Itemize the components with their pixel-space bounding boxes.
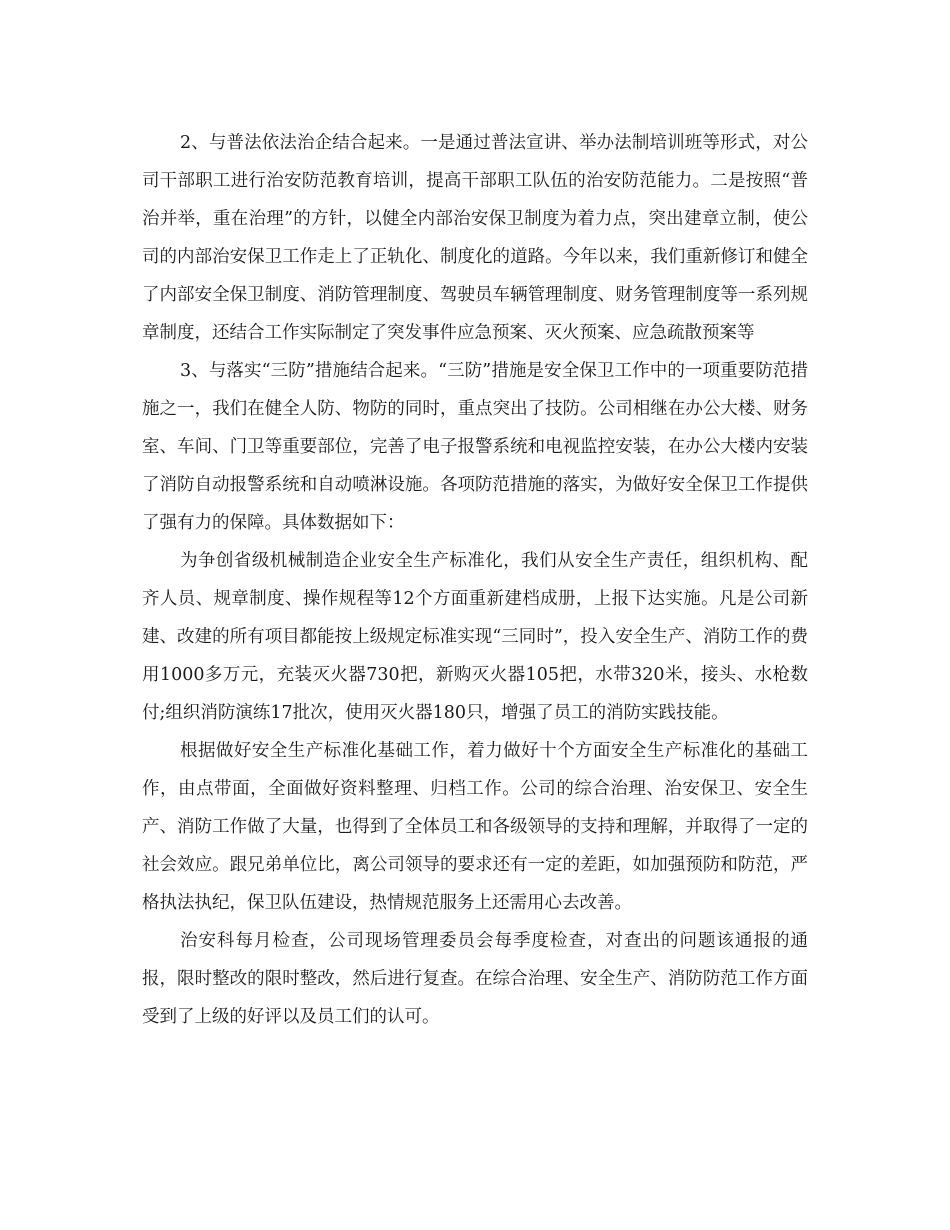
- paragraph-standardization-data: 为争创省级机械制造企业安全生产标准化，我们从安全生产责任，组织机构、配齐人员、规章制度、操作规程等12个方面重新建档成册，上报下达实施。凡是公司新建、改建的所有项目都能按上级规定标准实现“三同时”，投入安全生产、消防工作的费用1000多万元，充装灭火器730把，新购灭火器105把，水带320米，接头、水枪数付;组织消防演练17批次，使用灭火器180只，增强了员工的消防实践技能。: [142, 551, 808, 723]
- paragraph-legal-education: 2、与普法依法治企结合起来。一是通过普法宣讲、举办法制培训班等形式，对公司干部职工进行治安防范教育培训，提高干部职工队伍的治安防范能力。二是按照“普治并举，重在治理”的方针，以健全内部治安保卫制度为着力点，突出建章立制，使公司的内部治安保卫工作走上了正轨化、制度化的道路。今年以来，我们重新修订和健全了内部安全保卫制度、消防管理制度、驾驶员车辆管理制度、财务管理制度等一系列规章制度，还结合工作实际制定了突发事件应急预案、灭火预案、应急疏散预案等: [142, 133, 808, 343]
- paragraph-inspection: 治安科每月检查，公司现场管理委员会每季度检查，对查出的问题该通报的通报，限时整改的限时整改，然后进行复查。在综合治理、安全生产、消防防范工作方面受到了上级的好评以及员工们的认可。: [142, 931, 808, 1027]
- document-body: [142, 124, 808, 1036]
- paragraph-three-defenses: 3、与落实“三防”措施结合起来。“三防”措施是安全保卫工作中的一项重要防范措施之一，我们在健全人防、物防的同时，重点突出了技防。公司相继在办公大楼、财务室、车间、门卫等重要部位，完善了电子报警系统和电视监控安装，在办公大楼内安装了消防自动报警系统和自动喷淋设施。各项防范措施的落实，为做好安全保卫工作提供了强有力的保障。具体数据如下：: [142, 361, 808, 533]
- paragraph-foundation-work: 根据做好安全生产标准化基础工作，着力做好十个方面安全生产标准化的基础工作，由点带面，全面做好资料整理、归档工作。公司的综合治理、治安保卫、安全生产、消防工作做了大量，也得到了全体员工和各级领导的支持和理解，并取得了一定的社会效应。跟兄弟单位比，离公司领导的要求还有一定的差距，如加强预防和防范，严格执法执纪，保卫队伍建设，热情规范服务上还需用心去改善。: [142, 741, 808, 913]
